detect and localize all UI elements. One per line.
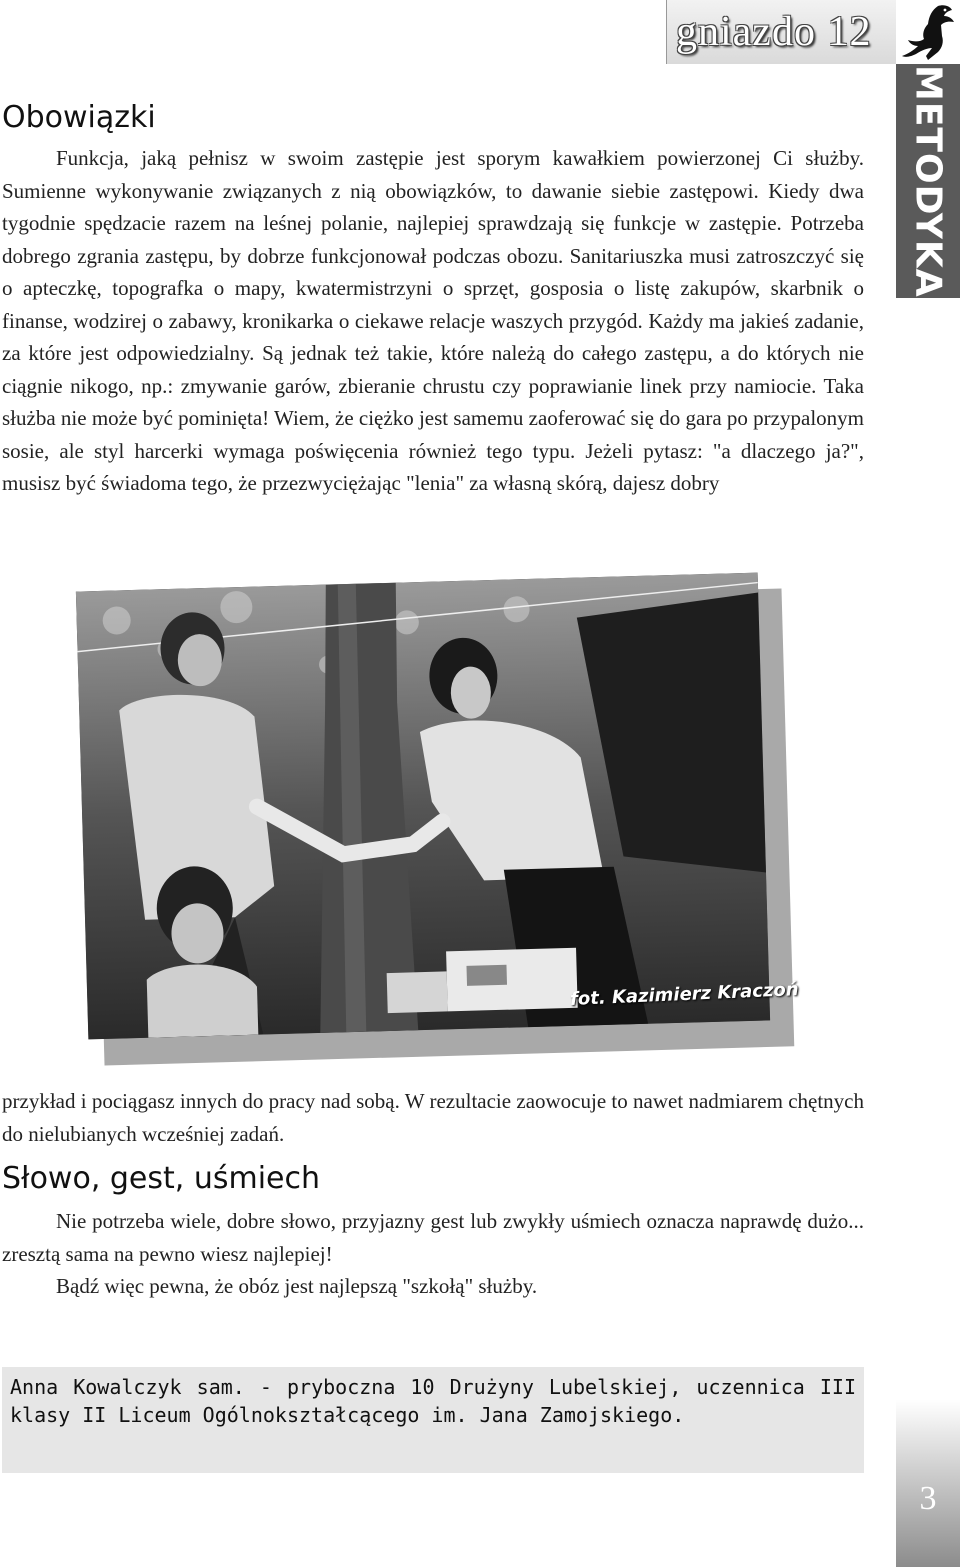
photo-illustration: [76, 573, 770, 1040]
eagle-icon: [898, 2, 958, 64]
page-number: 3: [919, 1480, 937, 1517]
body-paragraph-continued: przykład i pociągasz innych do pracy nad sobą. W rezultacie zaowocuje to nawet nadmiarem chętnych do nielubianych wcześniej zadań.: [2, 1089, 864, 1146]
section-heading-slowo-gest-usmiech: Słowo, gest, uśmiech: [2, 1161, 321, 1196]
section-label: METODYKA: [907, 64, 949, 298]
body-paragraph: Bądź więc pewna, że obóz jest najlepszą "szkołą" służby.: [56, 1274, 538, 1298]
photo: [76, 573, 770, 1040]
author-bio: Anna Kowalczyk sam. - pryboczna 10 Drużyny Lubelskiej, uczennica III klasy II Liceum Ogólnokształcącego im. Jana Zamojskiego.: [10, 1375, 856, 1427]
body-paragraph: Funkcja, jaką pełnisz w swoim zastępie jest sporym kawałkiem powierzonej Ci służby. Sumienne wykonywanie związanych z nią obowiązków, to dawanie siebie zastępowi. Kiedy dwa tygodnie spędzacie razem na leśnej polanie, najlepiej sprawdzają się funkcje w zastępie. Potrzeba dobrego zgrania zastępu, by dobrze funkcjonował podczas obozu. Sanitariuszka musi zatroszczyć się o apteczkę, topografka o mapy, kwatermistrzyni o sprzęt, gosposia o listę zakupów, skarbnik o finanse, wodzirej o zabawy, kronikarka o ciekawe relacje waszych przygód. Każdy ma jakieś zadanie, za które jest odpowiedzialny. Są jednak też takie, które należą do całego zastępu, a do których nie ciągnie nikogo, np.: zmywanie garów, zbieranie chrustu czy poprawianie linek przy namiocie. Taka służba nie może być pominięta! Wiem, że ciężko jest samemu zaoferować się do gara po przypalonym sosie, ale styl harcerki wymaga poświęcenia również tego typu. Jeżeli pytasz: "a dlaczego ja?", musisz być świadoma tego, że przezwyciężając "lenia" za własną skórą, dajesz dobry: [2, 146, 864, 495]
page-header-title: gniazdo 12: [676, 9, 872, 55]
section-heading-obowiazki: Obowiązki: [2, 100, 156, 135]
photo-credit: fot. Kazimierz Kraczoń: [569, 979, 800, 1010]
body-paragraph: Nie potrzeba wiele, dobre słowo, przyjazny gest lub zwykły uśmiech oznacza naprawdę dużo... zresztą sama na pewno wiesz najlepiej!: [2, 1209, 864, 1266]
